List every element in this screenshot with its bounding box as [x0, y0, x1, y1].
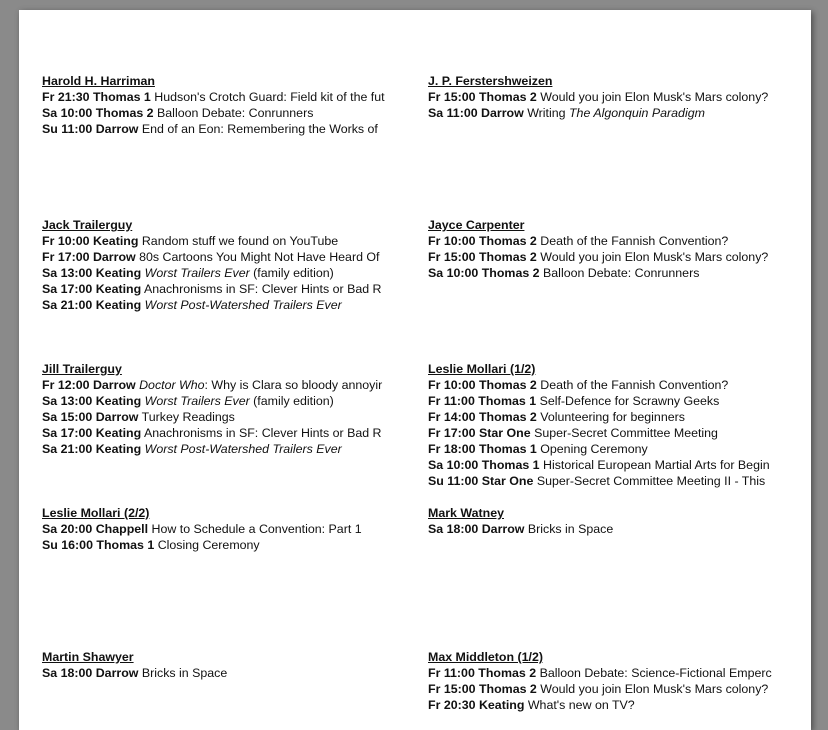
slot-time-room: Sa 18:00 Darrow: [42, 666, 139, 680]
schedule-item: [42, 425, 402, 441]
person-block: [42, 217, 402, 313]
person-block: [42, 505, 402, 553]
slot-time-room: Fr 17:00 Darrow: [42, 250, 136, 264]
schedule-item: [42, 89, 402, 105]
item-title: How to Schedule a Convention: Part 1: [151, 522, 362, 536]
person-name: Mark Watney: [428, 506, 504, 520]
item-title: Self-Defence for Scrawny Geeks: [539, 394, 720, 408]
print-preview-page: [19, 10, 811, 730]
person-block: [428, 73, 788, 121]
item-title: Worst Post-Watershed Trailers Ever: [144, 442, 342, 456]
schedule-item: [428, 377, 788, 393]
person-name: J. P. Ferstershweizen: [428, 74, 553, 88]
item-title: Worst Trailers Ever: [144, 266, 250, 280]
schedule-item: [428, 393, 788, 409]
item-title: End of an Eon: Remembering the Works of: [141, 122, 378, 136]
schedule-item: [42, 537, 402, 553]
slot-time-room: Sa 10:00 Thomas 2: [42, 106, 154, 120]
person-block: [42, 73, 402, 137]
person-block: [42, 361, 402, 457]
schedule-item: [42, 233, 402, 249]
item-title: : Why is Clara so bloody annoyir: [204, 378, 383, 392]
schedule-item: [42, 121, 402, 137]
item-title: Volunteering for beginners: [540, 410, 685, 424]
item-title: Balloon Debate: Conrunners: [157, 106, 314, 120]
schedule-item: [428, 425, 788, 441]
slot-time-room: Fr 14:00 Thomas 2: [428, 410, 537, 424]
item-title: 80s Cartoons You Might Not Have Heard Of: [139, 250, 380, 264]
slot-time-room: Sa 17:00 Keating: [42, 426, 142, 440]
person-block: [42, 649, 402, 681]
item-title: Super-Secret Committee Meeting: [534, 426, 718, 440]
slot-time-room: Fr 18:00 Thomas 1: [428, 442, 537, 456]
schedule-item: [42, 297, 402, 313]
item-title: Closing Ceremony: [157, 538, 260, 552]
schedule-item: [428, 665, 788, 681]
schedule-item: [42, 409, 402, 425]
slot-time-room: Fr 10:00 Thomas 2: [428, 234, 537, 248]
item-title: Doctor Who: [139, 378, 205, 392]
slot-time-room: Fr 11:00 Thomas 2: [428, 666, 537, 680]
schedule-item: [428, 697, 788, 713]
slot-time-room: Su 11:00 Darrow: [42, 122, 139, 136]
person-name: Leslie Mollari (2/2): [42, 506, 150, 520]
item-title: (family edition): [249, 394, 334, 408]
item-title: Hudson's Crotch Guard: Field kit of the fut: [154, 90, 385, 104]
item-title: Random stuff we found on YouTube: [141, 234, 339, 248]
slot-time-room: Sa 20:00 Chappell: [42, 522, 149, 536]
slot-time-room: Fr 15:00 Thomas 2: [428, 90, 537, 104]
slot-time-room: Sa 17:00 Keating: [42, 282, 142, 296]
item-title: What's new on TV?: [527, 698, 635, 712]
item-title: Balloon Debate: Science-Fictional Emperc: [539, 666, 772, 680]
slot-time-room: Sa 21:00 Keating: [42, 298, 142, 312]
item-title: (family edition): [249, 266, 334, 280]
schedule-item: [42, 377, 402, 393]
item-title: Anachronisms in SF: Clever Hints or Bad R: [143, 426, 382, 440]
schedule-item: [428, 265, 788, 281]
schedule-item: [42, 521, 402, 537]
person-block: [428, 361, 788, 489]
schedule-item: [428, 249, 788, 265]
schedule-item: [428, 409, 788, 425]
slot-time-room: Sa 10:00 Thomas 2: [428, 266, 540, 280]
item-title: Would you join Elon Musk's Mars colony?: [540, 250, 769, 264]
item-title: Would you join Elon Musk's Mars colony?: [540, 90, 769, 104]
schedule-item: [428, 233, 788, 249]
person-block: [428, 217, 788, 281]
slot-time-room: Fr 15:00 Thomas 2: [428, 682, 537, 696]
schedule-item: [42, 249, 402, 265]
slot-time-room: Fr 21:30 Thomas 1: [42, 90, 151, 104]
item-title: Worst Post-Watershed Trailers Ever: [144, 298, 342, 312]
schedule-item: [42, 393, 402, 409]
slot-time-room: Su 11:00 Star One: [428, 474, 534, 488]
person-name: Max Middleton (1/2): [428, 650, 543, 664]
item-title: The Algonquin Paradigm: [568, 106, 705, 120]
item-title: Death of the Fannish Convention?: [540, 378, 729, 392]
slot-time-room: Fr 15:00 Thomas 2: [428, 250, 537, 264]
person-name: Leslie Mollari (1/2): [428, 362, 536, 376]
schedule-item: [428, 681, 788, 697]
item-title: Super-Secret Committee Meeting II - This: [536, 474, 766, 488]
slot-time-room: Fr 10:00 Thomas 2: [428, 378, 537, 392]
slot-time-room: Sa 13:00 Keating: [42, 394, 142, 408]
schedule-item: [428, 521, 788, 537]
person-block: [428, 505, 788, 537]
item-title: Opening Ceremony: [540, 442, 648, 456]
schedule-item: [42, 281, 402, 297]
person-name: Jack Trailerguy: [42, 218, 133, 232]
item-title: Turkey Readings: [141, 410, 235, 424]
slot-time-room: Fr 17:00 Star One: [428, 426, 531, 440]
item-title: Balloon Debate: Conrunners: [543, 266, 700, 280]
slot-time-room: Sa 18:00 Darrow: [428, 522, 525, 536]
slot-time-room: Fr 11:00 Thomas 1: [428, 394, 537, 408]
slot-time-room: Sa 21:00 Keating: [42, 442, 142, 456]
person-block: [428, 649, 788, 713]
person-name: Martin Shawyer: [42, 650, 134, 664]
item-title: Historical European Martial Arts for Begin: [543, 458, 770, 472]
slot-time-room: Fr 20:30 Keating: [428, 698, 525, 712]
slot-time-room: Fr 10:00 Keating: [42, 234, 139, 248]
slot-time-room: Sa 10:00 Thomas 1: [428, 458, 540, 472]
item-title: Would you join Elon Musk's Mars colony?: [540, 682, 769, 696]
schedule-item: [42, 105, 402, 121]
schedule-item: [42, 265, 402, 281]
slot-time-room: Sa 15:00 Darrow: [42, 410, 139, 424]
schedule-item: [42, 441, 402, 457]
item-title: Death of the Fannish Convention?: [540, 234, 729, 248]
person-name: Harold H. Harriman: [42, 74, 155, 88]
person-name: Jayce Carpenter: [428, 218, 525, 232]
schedule-item: [428, 105, 788, 121]
schedule-item: [428, 89, 788, 105]
item-title: Anachronisms in SF: Clever Hints or Bad R: [143, 282, 382, 296]
item-title: Bricks in Space: [527, 522, 614, 536]
person-name: Jill Trailerguy: [42, 362, 122, 376]
slot-time-room: Sa 11:00 Darrow: [428, 106, 524, 120]
item-title: Bricks in Space: [141, 666, 228, 680]
slot-time-room: Fr 12:00 Darrow: [42, 378, 136, 392]
schedule-item: [428, 441, 788, 457]
slot-time-room: Su 16:00 Thomas 1: [42, 538, 155, 552]
item-title: Writing: [527, 106, 569, 120]
item-title: Worst Trailers Ever: [144, 394, 250, 408]
schedule-item: [428, 457, 788, 473]
schedule-item: [428, 473, 788, 489]
slot-time-room: Sa 13:00 Keating: [42, 266, 142, 280]
schedule-item: [42, 665, 402, 681]
